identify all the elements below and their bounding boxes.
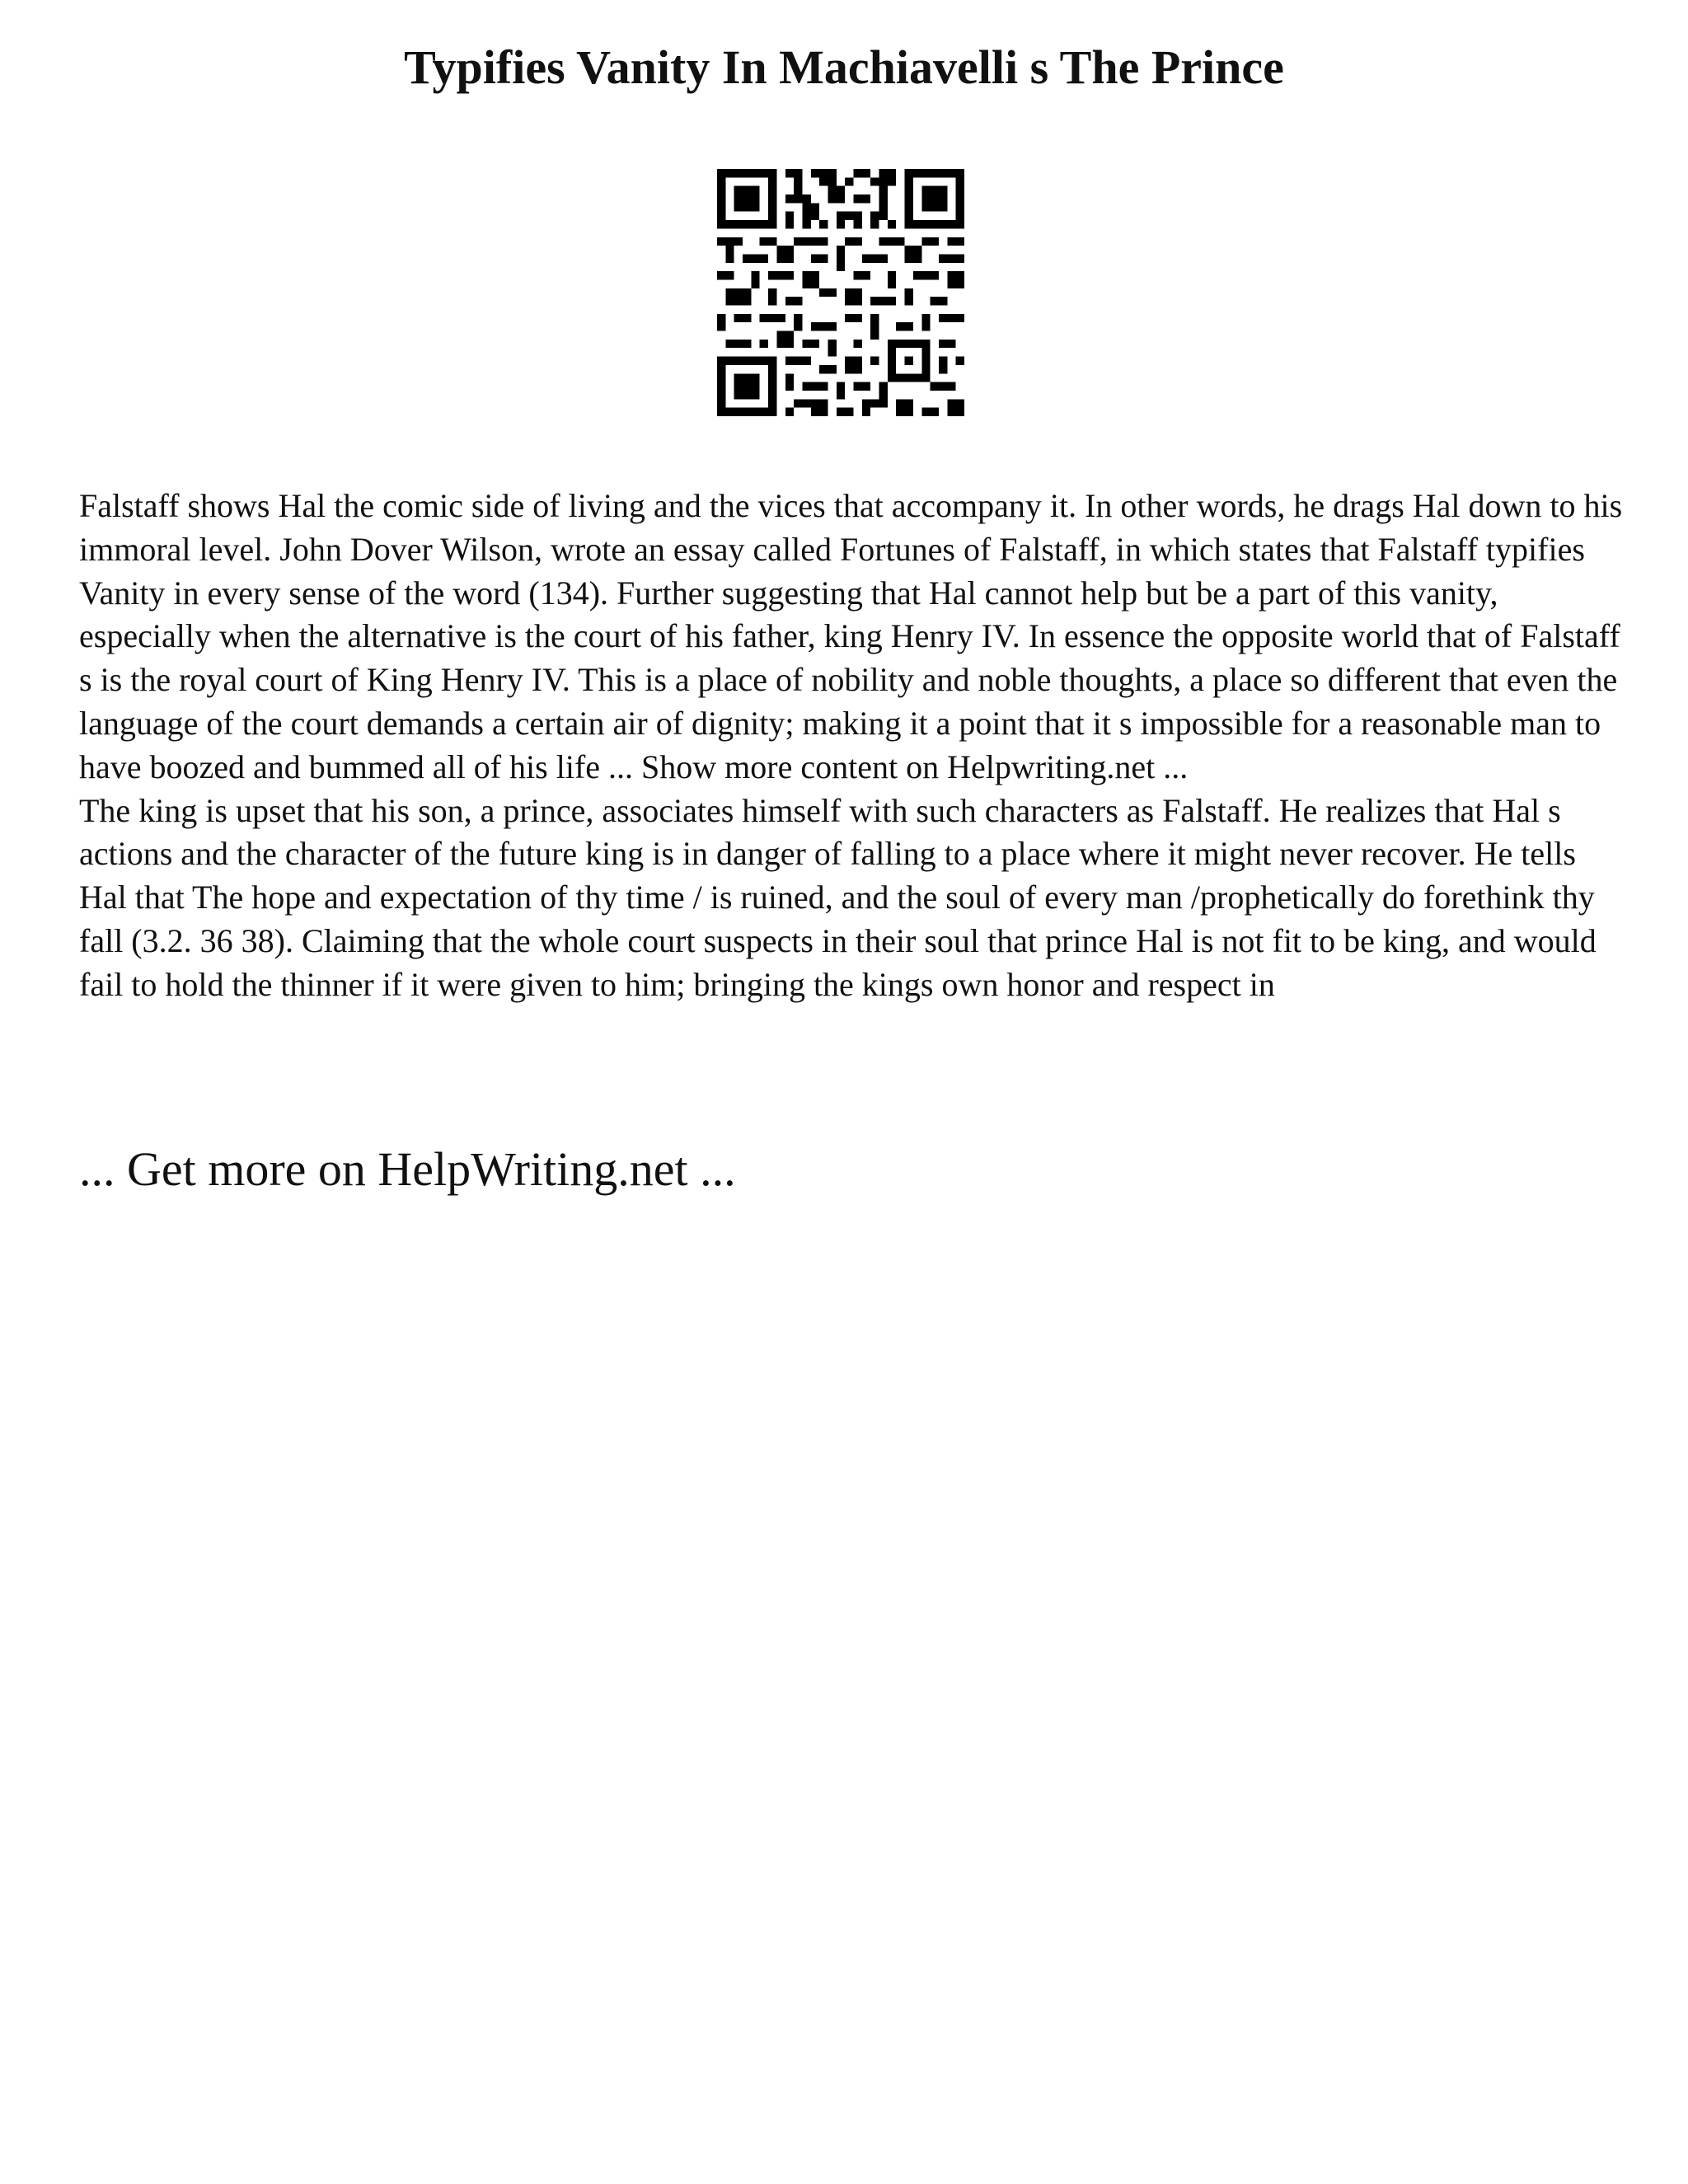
- qr-code-icon[interactable]: [717, 169, 964, 416]
- qr-code-graphic: [717, 169, 964, 416]
- get-more-link[interactable]: ... Get more on HelpWriting.net ...: [79, 1142, 736, 1196]
- body-paragraph-2: The king is upset that his son, a prince, associates himself with such characters as Falstaff. He realizes that Hal s actions and the character of the future king is in danger of falling to a place where it might never recover. He tells Hal that The hope and expectation of thy time / is ruined, and the soul of every man /prophetically do forethink thy fall (3.2. 36 38). Claiming that the whole court suspects in their soul that prince Hal is not fit to be king, and would fail to hold the thinner if it were given to him; bringing the kings own honor and respect in: [79, 791, 1597, 1003]
- body-paragraph-1: Falstaff shows Hal the comic side of living and the vices that accompany it. In other words, he drags Hal down to his immoral level. John Dover Wilson, wrote an essay called Fortunes of Falstaff, in which states that Falstaff typifies Vanity in every sense of the word (134). Further suggesting that Hal cannot help but be a part of this vanity, especially when the alternative is the court of his father, king Henry IV. In essence the opposite world that of Falstaff s is the royal court of King Henry IV. This is a place of nobility and noble thoughts, a place so different that even the language of the court demands a certain air of dignity; making it a point that it s impossible for a reasonable man to have boozed and bummed all of his life ... Show more content on Helpwriting.net ...: [79, 487, 1623, 785]
- article-body: [79, 485, 1629, 1007]
- document-title: Typifies Vanity In Machiavelli s The Prince: [404, 40, 1284, 94]
